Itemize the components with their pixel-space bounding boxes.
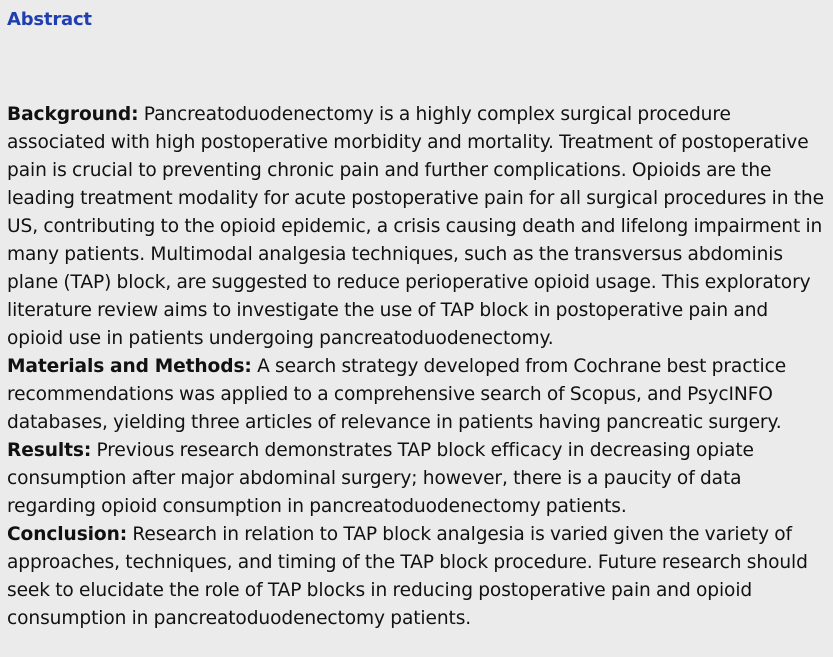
background-section: [7, 101, 825, 353]
materials-and-methods-label: Materials and Methods:: [7, 356, 252, 377]
background-label: Background:: [7, 104, 139, 125]
conclusion-label: Conclusion:: [7, 524, 128, 545]
results-text: Previous research demonstrates TAP block efficacy in decreasing opiate consumption after major abdominal surgery; however, there is a paucity of data regarding opioid consumption in pancreatoduodenectomy patients.: [7, 440, 754, 517]
conclusion-section: [7, 521, 825, 633]
conclusion-text: Research in relation to TAP block analgesia is varied given the variety of approaches, techniques, and timing of the TAP block procedure. Future research should seek to elucidate the role of TAP blocks in reducing postoperative pain and opioid consumption in pancreatoduodenectomy patients.: [7, 524, 808, 629]
abstract-heading: Abstract: [7, 9, 92, 30]
results-label: Results:: [7, 440, 92, 461]
results-section: [7, 437, 825, 521]
abstract-body: [7, 101, 825, 633]
background-text: Pancreatoduodenectomy is a highly complex surgical procedure associated with high postoperative morbidity and mortality. Treatment of postoperative pain is crucial to preventing chronic pain and further complications. Opioids are the leading treatment modality for acute postoperative pain for all surgical procedures in the US, contributing to the opioid epidemic, a crisis causing death and lifelong impairment in many patients. Multimodal analgesia techniques, such as the transversus abdominis plane (TAP) block, are suggested to reduce perioperative opioid usage. This exploratory literature review aims to investigate the use of TAP block in postoperative pain and opioid use in patients undergoing pancreatoduodenectomy.: [7, 104, 824, 349]
materials-and-methods-section: [7, 353, 825, 437]
materials-and-methods-text: A search strategy developed from Cochrane best practice recommendations was applied to a comprehensive search of Scopus, and PsycINFO databases, yielding three articles of relevance in patients having pancreatic surgery.: [7, 356, 787, 433]
